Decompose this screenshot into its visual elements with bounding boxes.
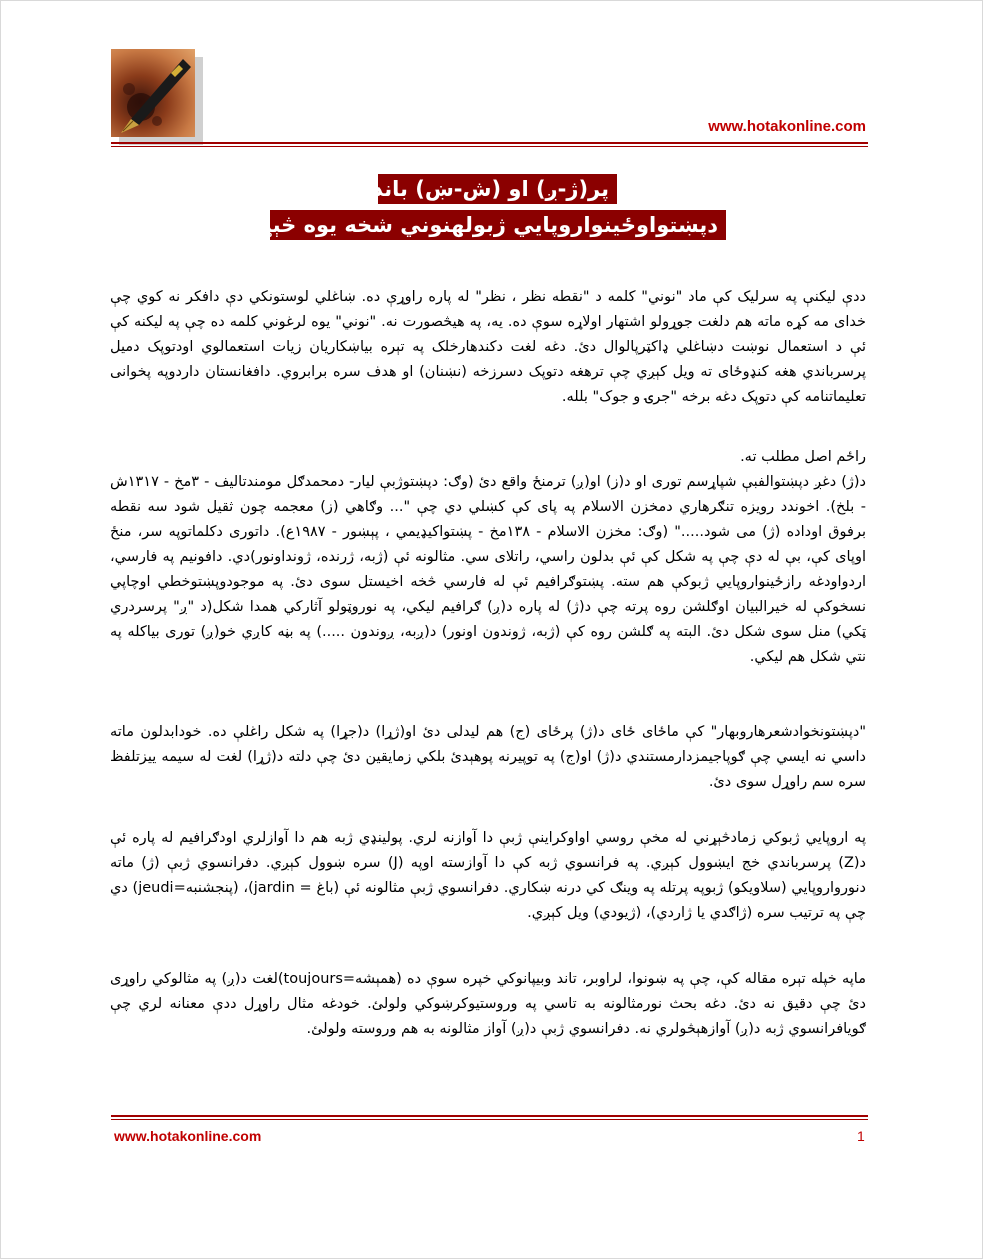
paragraph-text: "دپښتونخوادشعرهاروبهار" کې ماځای ځای د(ژ) پرځای (ج) هم لیدلی دئ او(ژړا) د(جړا) په شکل راغلې ده. خودابدلون ماته داسي نه ایسي چې ګوپاجیمزدارمستندي د(ژ) او(ج) په توپیرنه پوهېدئ بلکي زمایقین دئ چې دلته د(ژړا) لغت له سیمه ییزتلفظ سره سم راوړل سوی دئ.	[110, 724, 866, 790]
header-divider	[111, 142, 868, 147]
paragraph-text: ماپه خپله تېره مقاله کې، چې په ښونوا، لراوبر، تاند وبیپانوکي خپره سوې ده (همېشه=toujours)لغت د(ږ) په مثالوکي راوړی دئ چې دقیق نه دئ. دغه بحث نورمثالونه به تاسي په وروستیوکرښوکي ولولئ. خودغه مثال راوړل ددې معنانه لري چې ګویافرانسوي ژبه د(ږ) آوازهېڅولري نه. دفرانسوي ژبې د(ږ) آواز مثالونه به هم وروسته ولولئ.	[110, 971, 866, 1037]
body-paragraph-3	[110, 720, 866, 795]
footer-divider	[111, 1115, 868, 1120]
body-paragraph-5	[110, 967, 866, 1042]
header-url[interactable]: www.hotakonline.com	[708, 118, 866, 135]
paragraph-text: په اروپایي ژبوکي زمادڅېړني له مخې روسي اواوکراینې ژبې دا آوازنه لري. پولینډي ژبه هم دا آوازلري اودګرافیم له پاره ئې د(Z) پرسرباندي خج ایښوول کېږي. په فرانسوي ژبه کې دا آوازسته اوپه (J) سره ښوول کېږي. دفرانسوي ژبې (ژ) ماته دنورواروپایي (سلاویکو) ژبوپه پرتله په وینګ کي درنه ښکاري. دفرانسوي ژبې مثالونه ئې (باغ = jardin)، (پنجشنبه=jeudi) دي چې په ترتیب سره (ژاګدي یا ژاردي)، (ژیودي) ویل کېږي.	[110, 830, 866, 921]
paragraph-lead: راځم اصل مطلب ته.	[740, 449, 866, 465]
title-line-2: دپښتواوځینواروپایي ژبولهنوني شخه یوه څېړنه	[270, 210, 726, 240]
paragraph-text: د(ژ) دغږ دپښتوالفبې شپاړسم توری او د(ز) او(ږ) ترمنځ واقع دئ (وګ: دپښتوژبې لیار- دمحمدګل مومندتالیف - ۳مخ - ۱۳۱۷ش - بلخ). اخوندد رویزه تنګرهاري دمخزن الاسلام په پای کې کښلي دي چې "... وګاهي (ز) معجمه چون ثقیل شود سه نقطه برفوق اوداده (ژ) می شود....." (وګ: مخزن الاسلام - ۱۳۸مخ - پښتواکیډیمي ، پېښور - ۱۹۸۷ع). داتوری دکلماتوپه سر، منځ اوپای کې، بې له دې چې په شکل کې ئې بدلون راسي، راتلای سي. مثالونه ئې (ژبه، ژرنده، ژونداونور)دي. دافونیم په فارسي، اردواودغه رازځینواروپایي ژبوکې هم سته. پښتوګرافیم ئې له فارسي څخه اخیستل سوی دئ. په موجودوپښتوخطي اوچاپي نسخوکې له خیرالبیان اوګلشن روه پرته چې د(ژ) له پاره د(ږ) ګرافیم لیکي، په نوروټولو آثارکي همدا شکل(د "ږ" پرسردري ټکي) منل سوی شکل دئ. البته په ګلشن روه کې (ژبه، ژوندون اونور) د(ږبه، ږوندون .....) په بڼه کاږي خو(ږ) توری بیاکله په نتي شکل هم لیکي.	[110, 474, 866, 665]
body-paragraph-1	[110, 285, 866, 410]
footer-url[interactable]: www.hotakonline.com	[114, 1128, 262, 1144]
body-paragraph-2	[110, 445, 866, 670]
paragraph-text: ددې لیکنې په سرلیک کې ماد "نوني" کلمه د "نقطه نظر ، نظر" له پاره راوړې ده. ښاغلي لوستونکي دې دافکر نه کوي چې خدای مه کړه ماته هم دلغت جوړولو اشتهار اولاړه سوې ده. یه، په هیڅصورت نه. "نوني" یوه لرغوني کلمه ده چې په لیکنه کې ئې د استعمال نوښت دښاغلي ډاکټرپالوال دئ. دغه لغت دکندهارخلک په تېره بیاښکاریان زیات استعمالوي اودتوپک دمیل پرسرباندي هغه کنډوځای ته ویل کېږي چې ترهغه دتوپک دسرزخه (نښنان) او هدف سره برابروي. دافغانستان داردوپه پخوانی تعلیماتنامه کې دتوپک دغه برخه "جرۍ و جوک" بلله.	[110, 289, 866, 405]
page-number: 1	[857, 1128, 865, 1144]
body-paragraph-4	[110, 826, 866, 926]
pen-nib-logo	[111, 49, 195, 137]
title-line-1: پر(ژ-ږ) او (ش-ښ) باندي	[378, 174, 617, 204]
